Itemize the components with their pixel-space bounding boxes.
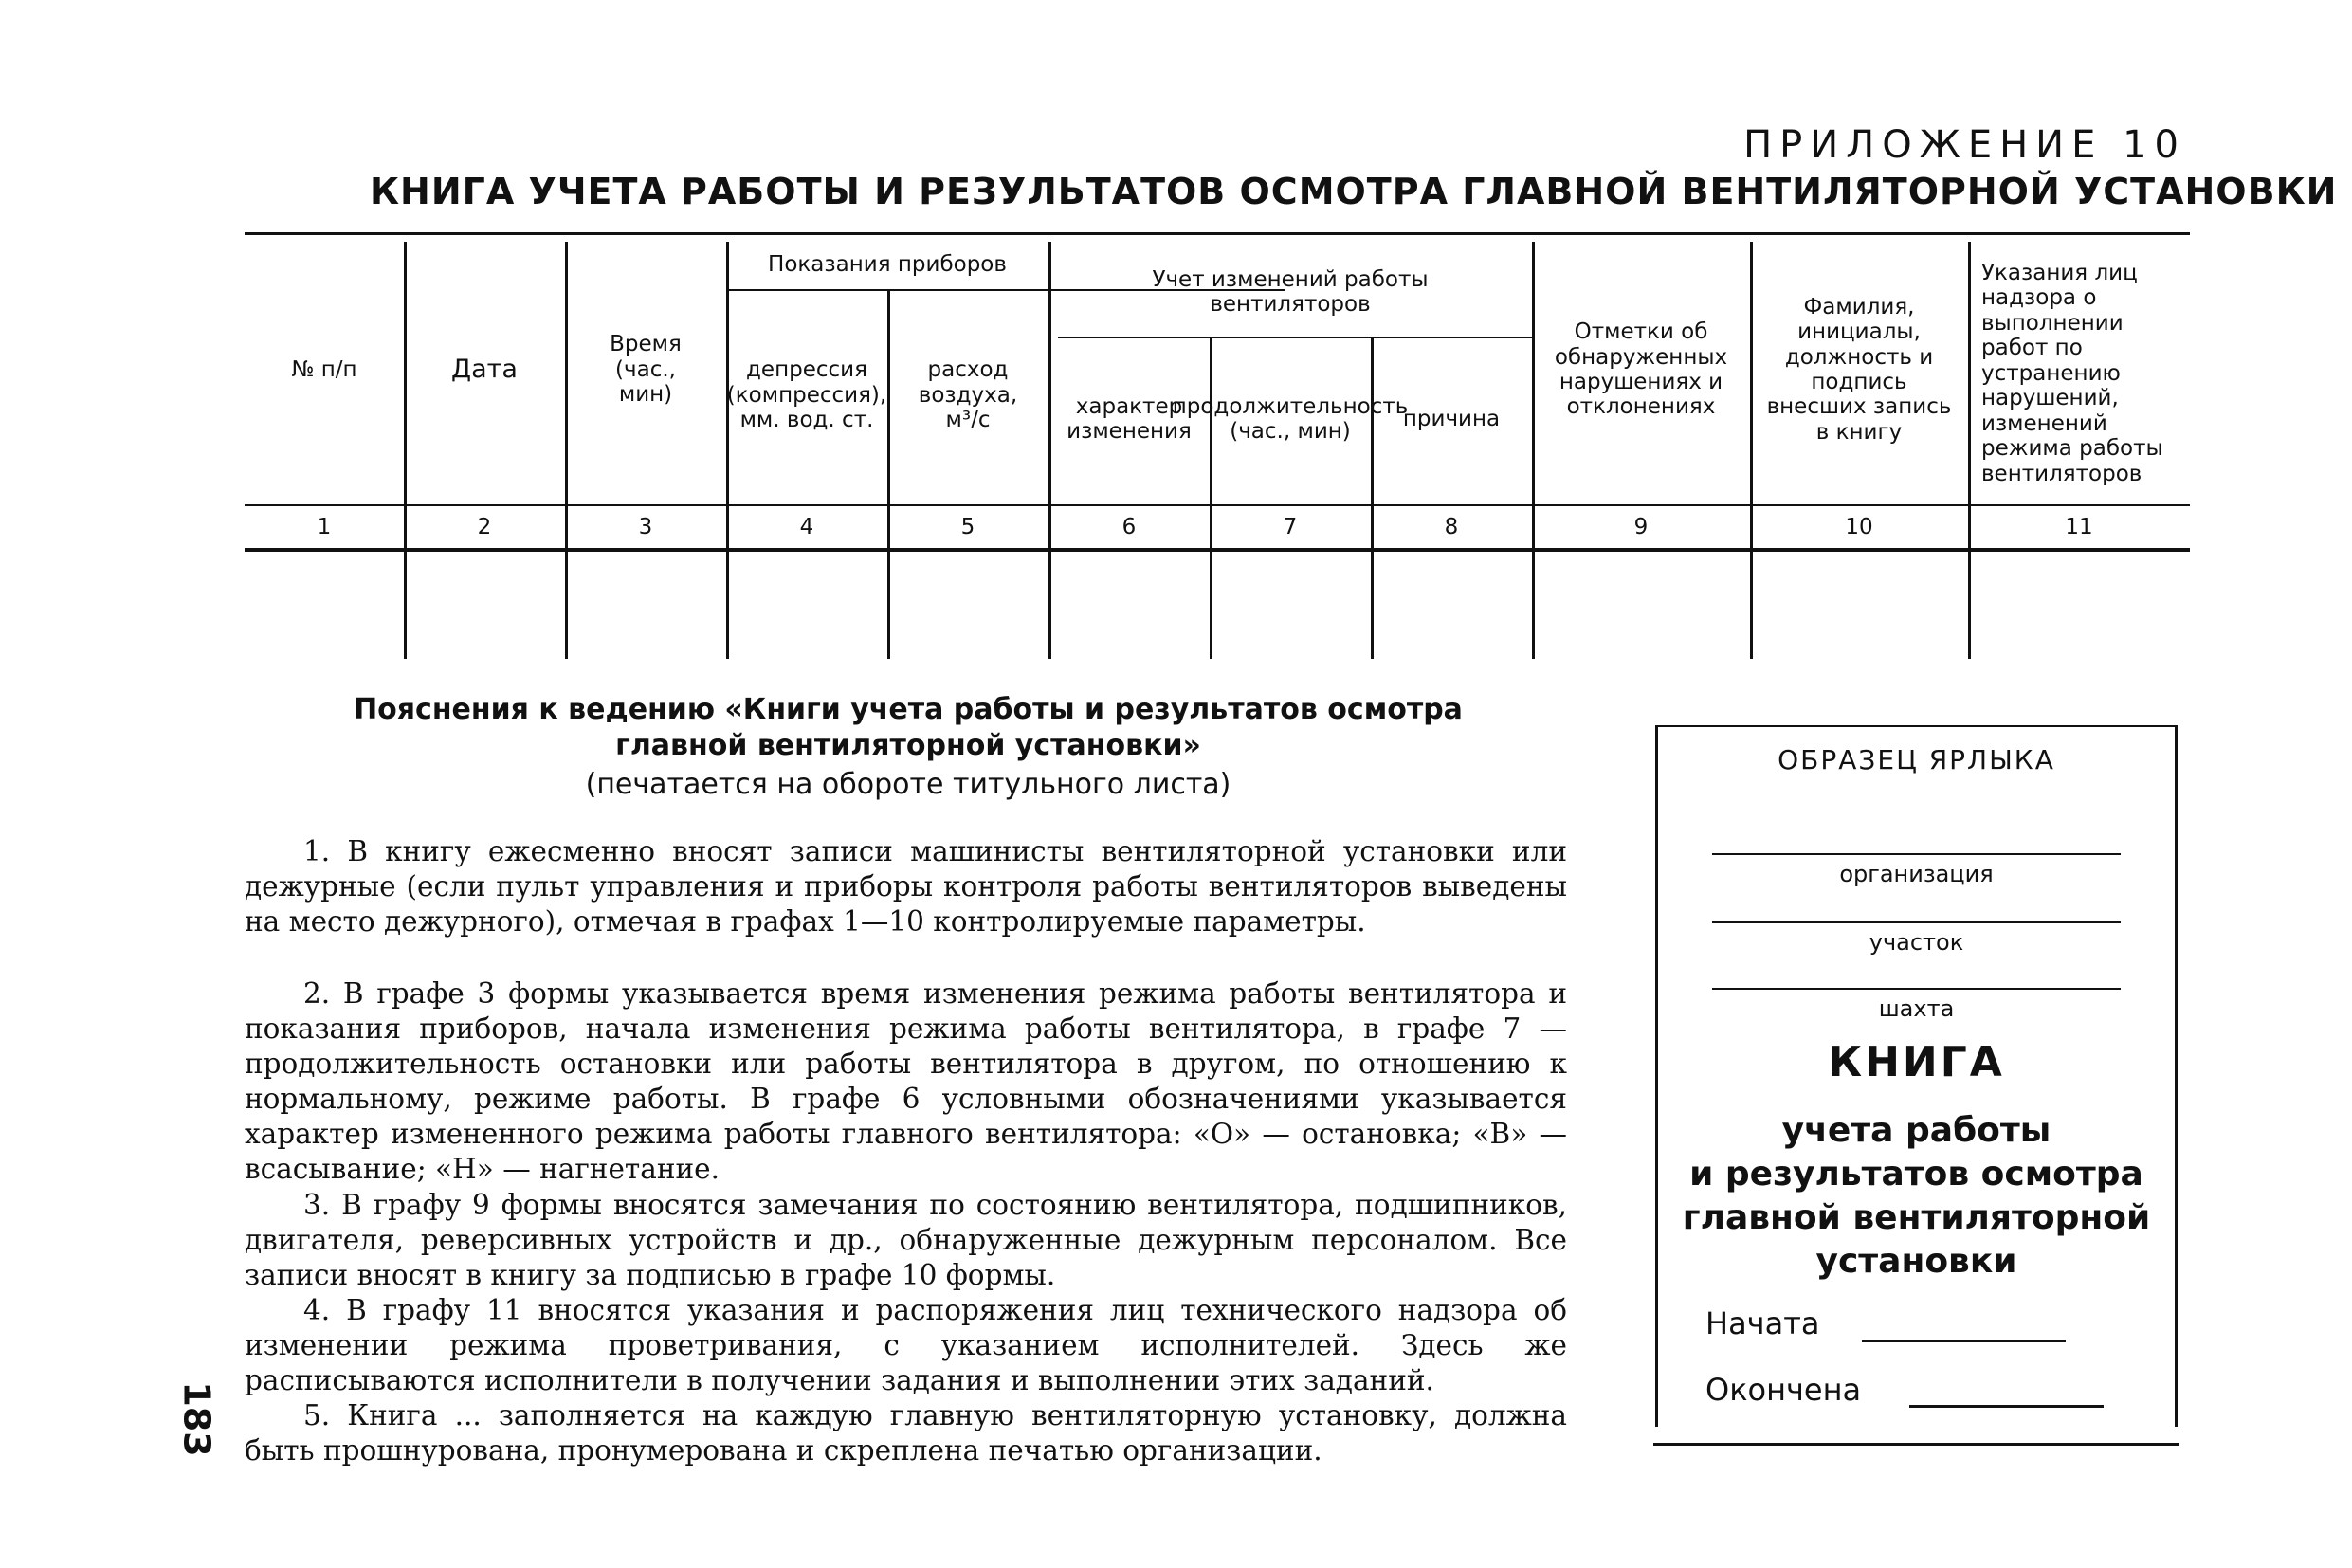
col-number-6: 6 [1121, 515, 1137, 539]
started-label: Начата [1705, 1305, 1820, 1341]
label-bottom-rule [1653, 1443, 2179, 1446]
label-book-subtitle [1658, 1109, 2175, 1284]
explanations-title-line2: главной вентиляторной установки» [615, 728, 1201, 762]
logbook-table [245, 232, 2190, 659]
organization-caption: организация [1839, 861, 1994, 887]
col-header-9: Отметки об обнаруженных нарушениях и отклонениях [1554, 319, 1728, 420]
organization-rule [1712, 853, 2121, 855]
label-book-title: КНИГА [1828, 1038, 2005, 1086]
started-line [1862, 1340, 2066, 1342]
group-header-readings: Показания приборов [768, 251, 1007, 277]
explanation-item-2: 2. В графе 3 формы указывается время изменения режима работы вентилятора и показания приборов, начала изменения режима работы вентилятора, в графе 7 — продолжительность остановки или работы вентилятора в другом, по отношению к нормальному, режиме работы. В графе 6 условными обозначениями указывается характер измененного режима работы главного вентилятора: «О» — остановка; «В» — всасывание; «Н» — нагнетание. [245, 977, 1567, 1185]
col-header-2: Дата [451, 355, 518, 385]
mine-rule [1712, 988, 2121, 990]
col-header-4: депрессия (компрессия), мм. вод. ст. [726, 357, 887, 433]
section-caption: участок [1869, 929, 1964, 956]
explanations-title-line1: Пояснения к ведению «Книги учета работы и результатов осмотра [354, 693, 1463, 726]
col-header-11: Указания лиц надзора о выполнении работ по устранению нарушений, изменений режима работы вентиляторов [1981, 261, 2163, 486]
appendix-label: ПРИЛОЖЕНИЕ 10 [1743, 123, 2186, 167]
col-number-4: 4 [799, 515, 814, 539]
col-number-2: 2 [477, 515, 492, 539]
explanation-item-3: 3. В графу 9 формы вносятся замечания по состоянию вентилятора, подшипников, двигателя, реверсивных устройств и др., обнаруженные дежурным персоналом. Все записи вносят в книгу за подписью в графе 10 формы. [245, 1189, 1567, 1291]
explanation-item-1: 1. В книгу ежесменно вносят записи машинисты вентиляторной установки или дежурные (если пульт управления и приборы контроля работы вентиляторов выведены на место дежурного), отмечая в графах 1—10 контролируемые параметры. [245, 835, 1567, 938]
finished-line [1909, 1405, 2104, 1408]
col-header-5: расход воздуха, м³/с [918, 357, 1018, 433]
col-number-10: 10 [1845, 515, 1873, 539]
col-number-8: 8 [1444, 515, 1459, 539]
page-title: КНИГА УЧЕТА РАБОТЫ И РЕЗУЛЬТАТОВ ОСМОТРА ГЛАВНОЙ ВЕНТИЛЯТОРНОЙ УСТАНОВКИ [370, 171, 2338, 212]
label-book-subtitle-line4: установки [1815, 1242, 2017, 1281]
label-sample [1655, 725, 2178, 1427]
col-number-9: 9 [1633, 515, 1649, 539]
header-bottom-rule [245, 504, 2190, 506]
label-heading: ОБРАЗЕЦ ЯРЛЫКА [1778, 744, 2055, 775]
section-rule [1712, 921, 2121, 923]
finished-label: Окончена [1705, 1372, 1862, 1408]
label-book-subtitle-line1: учета работы [1781, 1111, 2051, 1150]
numbers-bottom-rule [245, 548, 2190, 552]
mine-caption: шахта [1878, 995, 1955, 1022]
col-header-7: продолжительность (час., мин) [1172, 393, 1409, 444]
explanations-title [245, 692, 1572, 763]
col-header-1: № п/п [291, 356, 357, 382]
col-header-3: Время (час., мин) [610, 332, 682, 408]
explanations-subtitle: (печатается на обороте титульного листа) [585, 768, 1231, 801]
explanation-item-5: 5. Книга ... заполняется на каждую главную вентиляторную установку, должна быть прошнурована, пронумерована и скреплена печатью организации. [245, 1399, 1567, 1467]
col-number-3: 3 [638, 515, 653, 539]
label-top-rule [1658, 725, 2175, 727]
explanation-item-4: 4. В графу 11 вносятся указания и распоряжения лиц технического надзора об изменении режима проветривания, с указанием исполнителей. Здесь же расписываются исполнители в получении задания и выполнении этих заданий. [245, 1294, 1567, 1396]
col-number-11: 11 [2065, 515, 2093, 539]
col-number-7: 7 [1283, 515, 1298, 539]
col-header-6: характер изменения [1067, 393, 1192, 444]
label-book-subtitle-line3: главной вентиляторной [1682, 1198, 2151, 1237]
label-book-subtitle-line2: и результатов осмотра [1689, 1155, 2143, 1194]
col-number-5: 5 [960, 515, 975, 539]
col-number-1: 1 [317, 515, 332, 539]
table-top-rule [245, 232, 2190, 235]
col-header-8: причина [1402, 406, 1501, 431]
page-number: 183 [175, 1381, 218, 1457]
col-header-10: Фамилия, инициалы, должность и подпись внесших запись в книгу [1766, 294, 1952, 445]
group-header-changes: Учет изменений работы вентиляторов [1152, 266, 1429, 317]
